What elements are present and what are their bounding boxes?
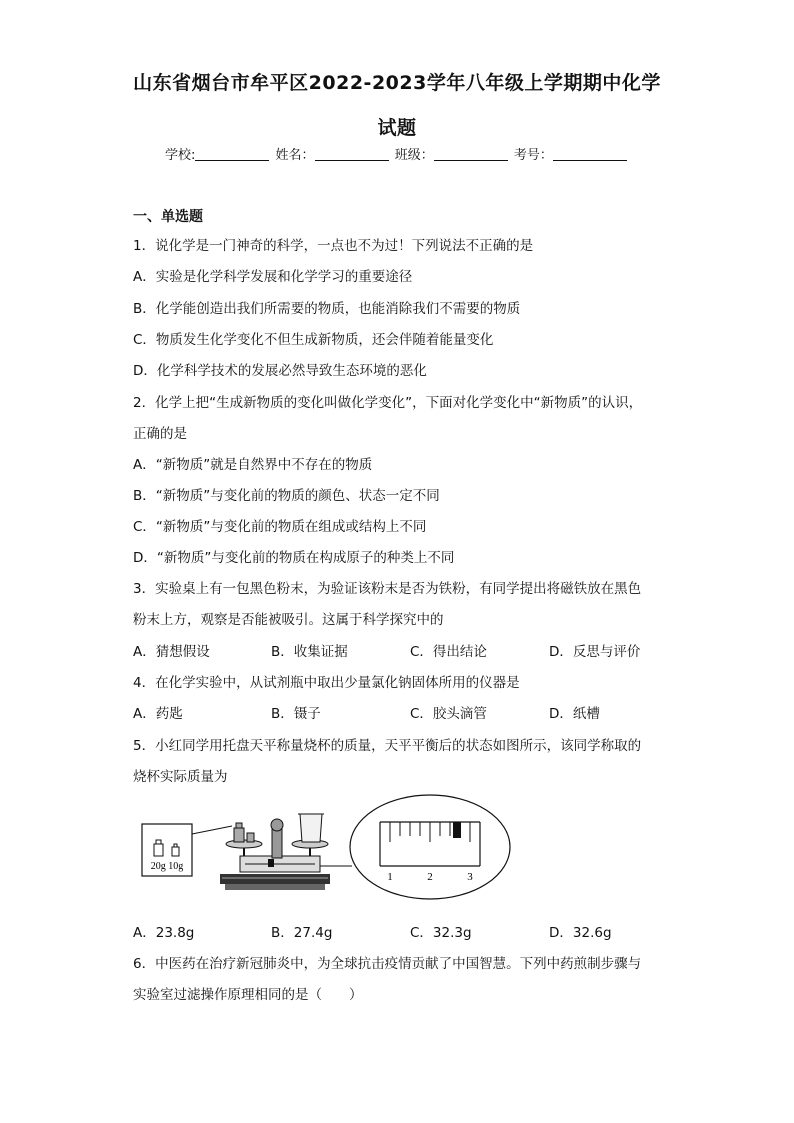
number-blank: [553, 148, 627, 161]
q5-stem-line2: 烧杯实际质量为: [133, 769, 228, 785]
q3-stem-line1: 3．实验桌上有一包黑色粉末，为验证该粉末是否为铁粉，有同学提出将磁铁放在黑色: [133, 581, 642, 597]
q4-stem: 4．在化学实验中，从试剂瓶中取出少量氯化钠固体所用的仪器是: [133, 675, 520, 691]
q4-option-a: A．药匙: [133, 706, 183, 722]
q6-stem-line1: 6．中医药在治疗新冠肺炎中，为全球抗击疫情贡献了中国智慧。下列中药煎制步骤与: [133, 956, 642, 972]
q1-option-c: C．物质发生化学变化不但生成新物质，还会伴随着能量变化: [133, 332, 494, 348]
balance-scale: [220, 814, 352, 890]
student-info-row: [165, 144, 629, 163]
school-blank: [195, 148, 269, 161]
q4-option-c: C．胶头滴管: [410, 706, 487, 722]
q4-option-d: D．纸槽: [549, 706, 600, 722]
q5-option-d: D．32.6g: [549, 925, 612, 941]
section-title: 一、单选题: [133, 209, 203, 225]
q1-option-b: B．化学能创造出我们所需要的物质，也能消除我们不需要的物质: [133, 301, 521, 317]
scale-label-2: 2: [427, 871, 433, 883]
q1-stem: 1．说化学是一门神奇的科学，一点也不为过！下列说法不正确的是: [133, 238, 534, 254]
name-label: 姓名：: [275, 148, 315, 163]
name-blank: [315, 148, 389, 161]
q2-stem-line2: 正确的是: [133, 426, 187, 442]
scale-label-1: 1: [387, 871, 393, 883]
page-title-line2: 试题: [377, 117, 417, 139]
weights-box: [142, 824, 232, 876]
q1-option-d: D．化学科学技术的发展必然导致生态环境的恶化: [133, 363, 427, 379]
weights-label: 20g 10g: [150, 861, 184, 872]
balance-figure: [140, 792, 520, 902]
q5-option-a: A．23.8g: [133, 925, 195, 941]
q2-option-c: C．“新物质”与变化前的物质在组成或结构上不同: [133, 519, 427, 535]
q3-option-c: C．得出结论: [410, 644, 487, 660]
q3-option-d: D．反思与评价: [549, 644, 641, 660]
q3-option-a: A．猜想假设: [133, 644, 210, 660]
class-label: 班级：: [394, 148, 434, 163]
school-label: 学校:: [165, 148, 196, 163]
scale-label-3: 3: [467, 871, 473, 883]
q5-option-b: B．27.4g: [271, 925, 333, 941]
class-blank: [434, 148, 508, 161]
q2-option-a: A．“新物质”就是自然界中不存在的物质: [133, 457, 373, 473]
q6-stem-line2: 实验室过滤操作原理相同的是（ ）: [133, 987, 363, 1003]
q5-option-c: C．32.3g: [410, 925, 472, 941]
q5-stem-line1: 5．小红同学用托盘天平称量烧杯的质量，天平平衡后的状态如图所示，该同学称取的: [133, 738, 642, 754]
q2-stem-line1: 2．化学上把“生成新物质的变化叫做化学变化”，下面对化学变化中“新物质”的认识，: [133, 395, 643, 411]
q2-option-d: D．“新物质”与变化前的物质在构成原子的种类上不同: [133, 550, 455, 566]
q4-option-b: B．镊子: [271, 706, 321, 722]
q3-stem-line2: 粉末上方，观察是否能被吸引。这属于科学探究中的: [133, 612, 444, 628]
q2-option-b: B．“新物质”与变化前的物质的颜色、状态一定不同: [133, 488, 440, 504]
page-title-line1: 山东省烟台市牟平区2022-2023学年八年级上学期期中化学: [133, 72, 661, 94]
scale-zoom: [350, 795, 510, 899]
q1-option-a: A．实验是化学科学发展和化学学习的重要途径: [133, 269, 413, 285]
number-label: 考号：: [513, 148, 553, 163]
q3-option-b: B．收集证据: [271, 644, 348, 660]
